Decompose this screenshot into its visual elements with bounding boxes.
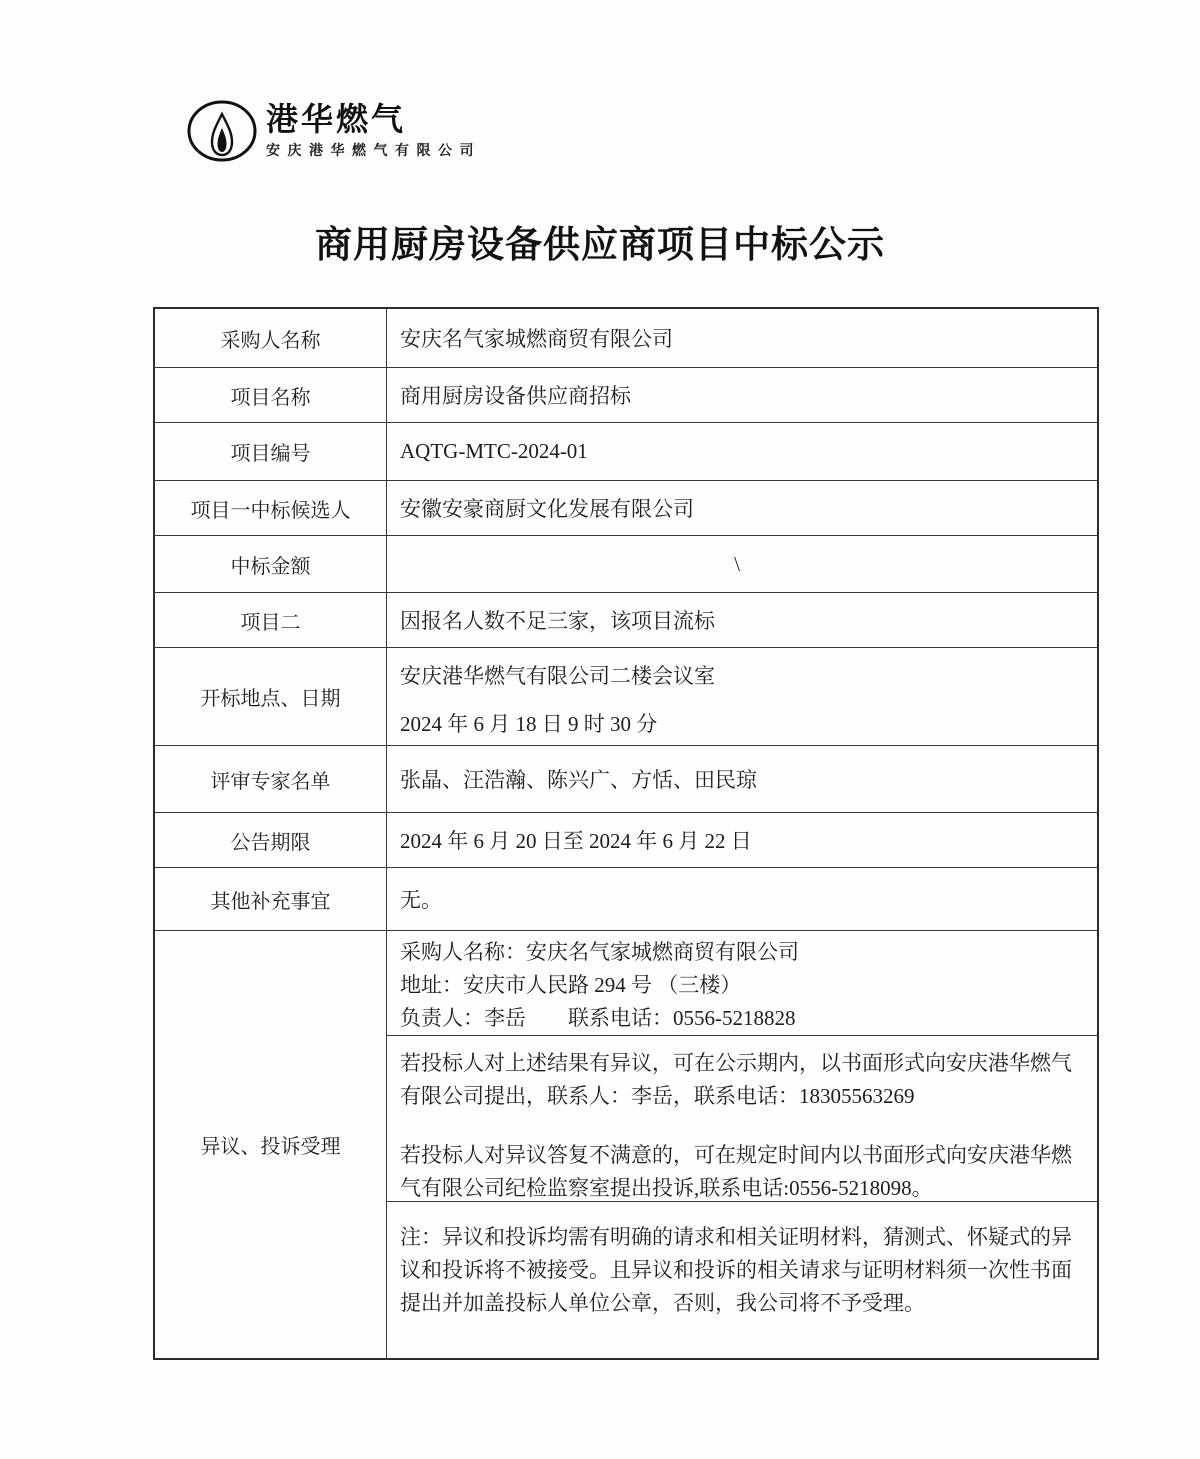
table-row-winning-amount <box>155 535 1097 592</box>
table-row-objection-complaint <box>155 930 1097 1358</box>
row-value: \ <box>734 551 740 576</box>
logo-text <box>266 100 481 160</box>
table-row-expert-list <box>155 745 1097 812</box>
row-label: 开标地点、日期 <box>155 648 387 745</box>
table-row-project-number <box>155 422 1097 480</box>
row-label: 公告期限 <box>155 813 387 867</box>
contact-address: 地址：安庆市人民路 294 号 （三楼） <box>400 973 742 997</box>
objection-procedure-cell <box>387 1035 1097 1201</box>
row-value <box>387 648 1097 745</box>
opening-place: 安庆港华燃气有限公司二楼会议室 <box>400 664 715 688</box>
row-value: 安徽安豪商厨文化发展有限公司 <box>400 497 694 521</box>
objection-sub-cells <box>387 931 1097 1358</box>
row-label: 项目名称 <box>155 368 387 422</box>
flame-in-circle-icon <box>186 100 258 164</box>
row-value: 安庆名气家城燃商贸有限公司 <box>400 327 673 351</box>
row-label: 项目编号 <box>155 423 387 480</box>
row-label: 评审专家名单 <box>155 746 387 812</box>
table-row-winning-candidate <box>155 480 1097 535</box>
row-value: AQTG-MTC-2024-01 <box>400 439 588 463</box>
row-value: 2024 年 6 月 20 日至 2024 年 6 月 22 日 <box>400 829 752 853</box>
row-label: 采购人名称 <box>155 309 387 367</box>
table-row-project-two <box>155 592 1097 647</box>
row-value: 张晶、汪浩瀚、陈兴广、方恬、田民琼 <box>400 768 757 792</box>
table-row-project-name <box>155 367 1097 422</box>
row-label: 中标金额 <box>155 536 387 592</box>
note-text: 注：异议和投诉均需有明确的请求和相关证明材料，猜测式、怀疑式的异议和投诉将不被接受。且异议和投诉的相关请求与证明材料须一次性书面提出并加盖投标人单位公章，否则，我公司将不予受理。 <box>400 1225 1072 1315</box>
row-value: 商用厨房设备供应商招标 <box>400 384 631 408</box>
table-row-purchaser <box>155 309 1097 367</box>
notice-table <box>153 307 1099 1360</box>
logo-brand-name: 港华燃气 <box>266 101 407 137</box>
table-row-other-matters <box>155 867 1097 930</box>
row-value: 因报名人数不足三家，该项目流标 <box>400 609 715 633</box>
company-logo <box>186 100 481 164</box>
row-label: 项目一中标候选人 <box>155 481 387 535</box>
row-label: 异议、投诉受理 <box>155 931 387 1358</box>
contact-purchaser: 采购人名称：安庆名气家城燃商贸有限公司 <box>400 940 799 964</box>
note-cell <box>387 1201 1097 1358</box>
table-row-opening-place-date <box>155 647 1097 745</box>
page-title: 商用厨房设备供应商项目中标公示 <box>315 225 885 266</box>
row-label: 项目二 <box>155 593 387 647</box>
opening-datetime: 2024 年 6 月 18 日 9 时 30 分 <box>400 712 658 736</box>
objection-paragraph: 若投标人对上述结果有异议，可在公示期内，以书面形式向安庆港华燃气有限公司提出，联系人：李岳，联系电话：18305563269 <box>400 1051 1072 1108</box>
table-row-announcement-period <box>155 812 1097 867</box>
contact-info-cell <box>387 931 1097 1035</box>
complaint-paragraph: 若投标人对异议答复不满意的，可在规定时间内以书面形式向安庆港华燃气有限公司纪检监察室提出投诉,联系电话:0556-5218098。 <box>400 1143 1072 1200</box>
logo-company-name: 安庆港华燃气有限公司 <box>266 142 481 158</box>
row-label: 其他补充事宜 <box>155 868 387 930</box>
row-value: 无。 <box>400 888 442 912</box>
contact-person-phone: 负责人：李岳 联系电话：0556-5218828 <box>400 1006 796 1030</box>
